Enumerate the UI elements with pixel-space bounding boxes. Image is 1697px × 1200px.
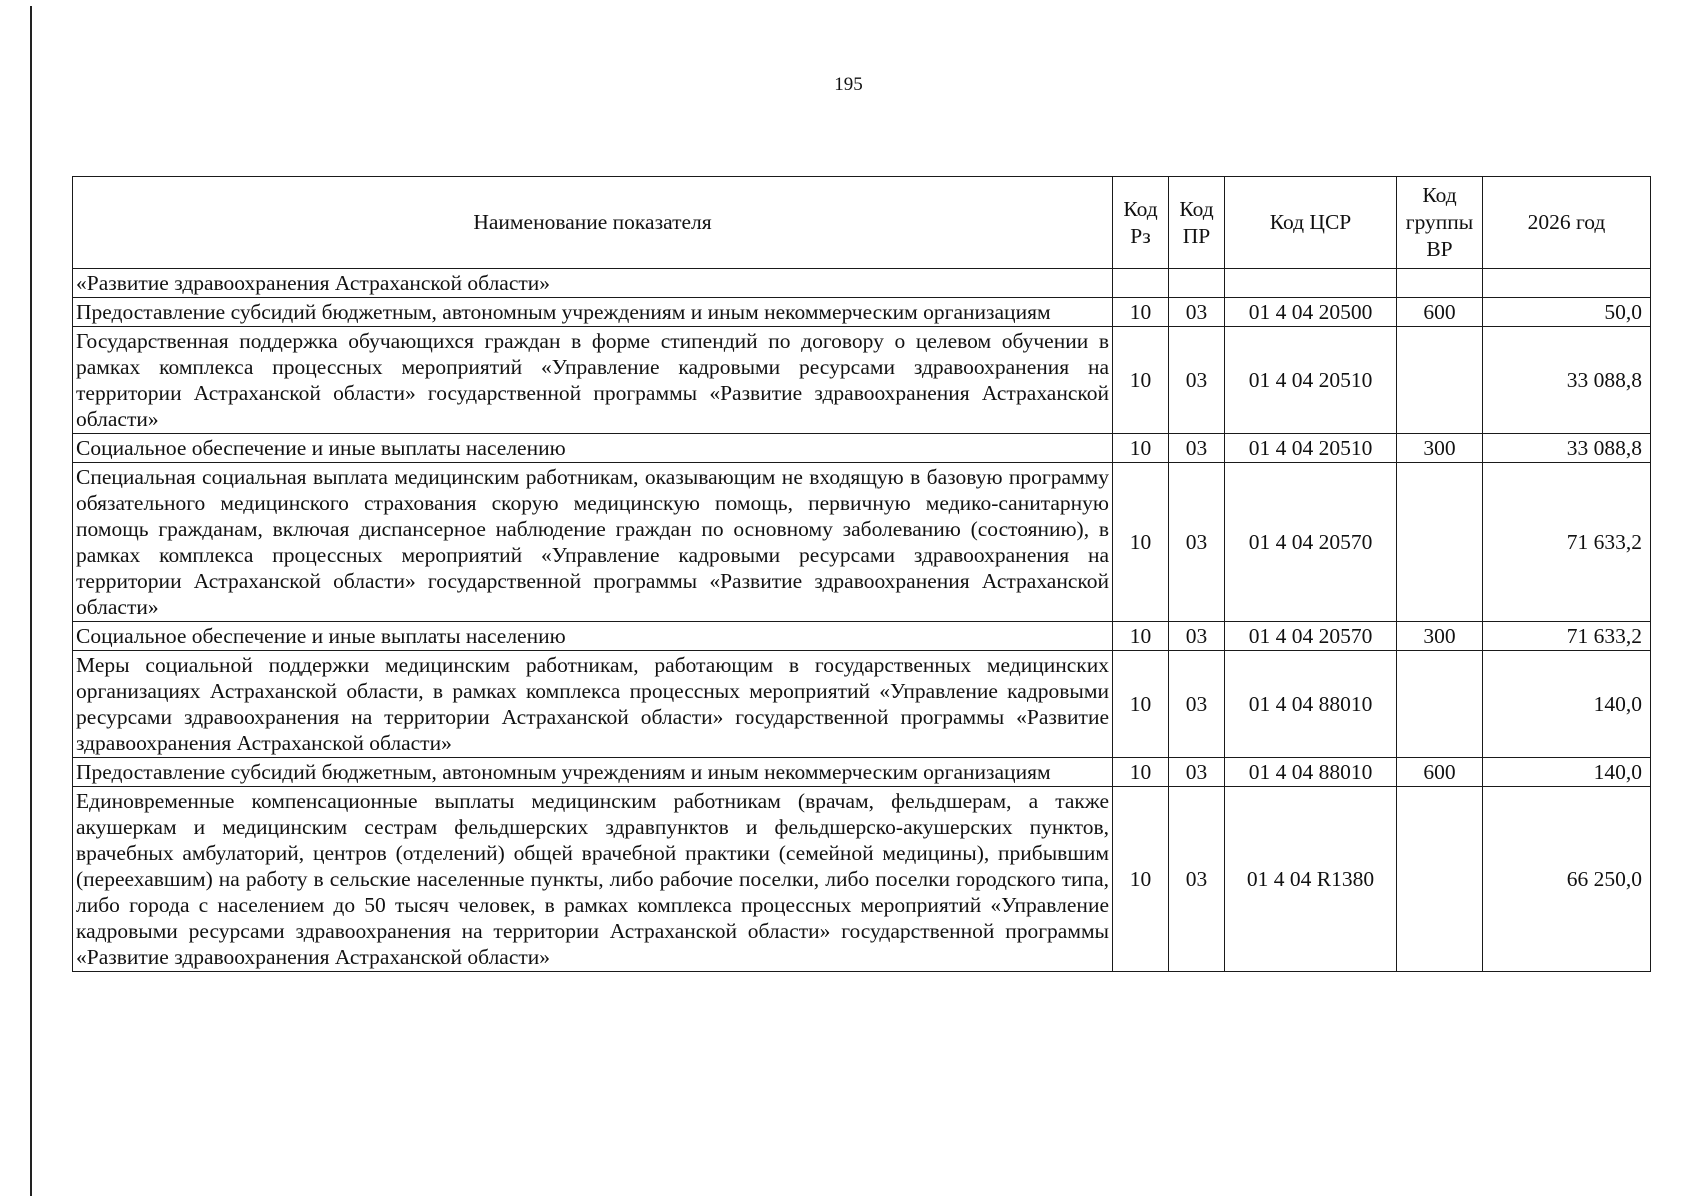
row-vr <box>1397 327 1483 434</box>
table-header-row <box>73 177 1651 269</box>
header-vr: Код группы ВР <box>1397 177 1483 269</box>
row-rz: 10 <box>1113 651 1169 758</box>
row-csr: 01 4 04 88010 <box>1225 758 1397 787</box>
row-name: Предоставление субсидий бюджетным, автономным учреждениям и иным некоммерческим организациям <box>73 758 1113 787</box>
row-vr: 300 <box>1397 434 1483 463</box>
row-pr: 03 <box>1169 787 1225 972</box>
table-row <box>73 298 1651 327</box>
row-amount: 71 633,2 <box>1483 463 1651 622</box>
table-row <box>73 758 1651 787</box>
row-csr: 01 4 04 R1380 <box>1225 787 1397 972</box>
row-csr: 01 4 04 88010 <box>1225 651 1397 758</box>
page-number: 195 <box>834 74 863 95</box>
row-amount: 50,0 <box>1483 298 1651 327</box>
row-rz: 10 <box>1113 787 1169 972</box>
row-csr: 01 4 04 20570 <box>1225 622 1397 651</box>
row-pr: 03 <box>1169 463 1225 622</box>
row-pr: 03 <box>1169 434 1225 463</box>
table-row <box>73 463 1651 622</box>
row-amount: 33 088,8 <box>1483 327 1651 434</box>
row-rz: 10 <box>1113 758 1169 787</box>
row-pr: 03 <box>1169 298 1225 327</box>
row-name: Социальное обеспечение и иные выплаты населению <box>73 622 1113 651</box>
row-amount: 66 250,0 <box>1483 787 1651 972</box>
row-pr <box>1169 269 1225 298</box>
row-amount: 140,0 <box>1483 758 1651 787</box>
table-row <box>73 327 1651 434</box>
row-name: Единовременные компенсационные выплаты медицинским работникам (врачам, фельдшерам, а также акушеркам и медицинским сестрам фельдшерских здравпунктов и фельдшерско-акушерских пунктов, врачебных амбулаторий, центров (отделений) общей врачебной практики (семейной медицины), прибывшим (переехавшим) на работу в сельские населенные пункты, либо рабочие поселки, либо поселки городского типа, либо города с населением до 50 тысяч человек, в рамках комплекса процессных мероприятий «Управление кадровыми ресурсами здравоохранения на территории Астраханской области» государственной программы «Развитие здравоохранения Астраханской области» <box>73 787 1113 972</box>
row-rz <box>1113 269 1169 298</box>
row-vr <box>1397 651 1483 758</box>
row-vr <box>1397 787 1483 972</box>
row-vr <box>1397 269 1483 298</box>
row-rz: 10 <box>1113 463 1169 622</box>
table-row <box>73 622 1651 651</box>
row-vr: 600 <box>1397 758 1483 787</box>
row-csr: 01 4 04 20500 <box>1225 298 1397 327</box>
left-margin-line <box>30 6 32 1196</box>
row-name: Предоставление субсидий бюджетным, автономным учреждениям и иным некоммерческим организациям <box>73 298 1113 327</box>
table-row <box>73 651 1651 758</box>
row-amount: 71 633,2 <box>1483 622 1651 651</box>
row-pr: 03 <box>1169 622 1225 651</box>
table-row <box>73 434 1651 463</box>
row-csr: 01 4 04 20510 <box>1225 327 1397 434</box>
row-pr: 03 <box>1169 758 1225 787</box>
row-csr: 01 4 04 20570 <box>1225 463 1397 622</box>
row-name: Социальное обеспечение и иные выплаты населению <box>73 434 1113 463</box>
row-amount: 140,0 <box>1483 651 1651 758</box>
row-vr: 600 <box>1397 298 1483 327</box>
row-csr: 01 4 04 20510 <box>1225 434 1397 463</box>
row-name: Меры социальной поддержки медицинским работникам, работающим в государственных медицинских организациях Астраханской области, в рамках комплекса процессных мероприятий «Управление кадровыми ресурсами здравоохранения на территории Астраханской области» государственной программы «Развитие здравоохранения Астраханской области» <box>73 651 1113 758</box>
row-name: «Развитие здравоохранения Астраханской области» <box>73 269 1113 298</box>
header-name: Наименование показателя <box>73 177 1113 269</box>
row-amount <box>1483 269 1651 298</box>
row-amount: 33 088,8 <box>1483 434 1651 463</box>
row-vr: 300 <box>1397 622 1483 651</box>
row-pr: 03 <box>1169 651 1225 758</box>
row-vr <box>1397 463 1483 622</box>
header-csr: Код ЦСР <box>1225 177 1397 269</box>
table-row <box>73 787 1651 972</box>
row-pr: 03 <box>1169 327 1225 434</box>
row-name: Специальная социальная выплата медицинским работникам, оказывающим не входящую в базовую программу обязательного медицинского страхования скорую медицинскую помощь, первичную медико-санитарную помощь гражданам, включая диспансерное наблюдение граждан по основному заболеванию (состоянию), в рамках комплекса процессных мероприятий «Управление кадровыми ресурсами здравоохранения на территории Астраханской области» государственной программы «Развитие здравоохранения Астраханской области» <box>73 463 1113 622</box>
row-rz: 10 <box>1113 298 1169 327</box>
row-name: Государственная поддержка обучающихся граждан в форме стипендий по договору о целевом обучении в рамках комплекса процессных мероприятий «Управление кадровыми ресурсами здравоохранения на территории Астраханской области» государственной программы «Развитие здравоохранения Астраханской области» <box>73 327 1113 434</box>
table-row <box>73 269 1651 298</box>
budget-table <box>72 176 1651 972</box>
header-year: 2026 год <box>1483 177 1651 269</box>
row-rz: 10 <box>1113 622 1169 651</box>
header-rz: Код Рз <box>1113 177 1169 269</box>
row-rz: 10 <box>1113 327 1169 434</box>
header-pr: Код ПР <box>1169 177 1225 269</box>
row-rz: 10 <box>1113 434 1169 463</box>
row-csr <box>1225 269 1397 298</box>
